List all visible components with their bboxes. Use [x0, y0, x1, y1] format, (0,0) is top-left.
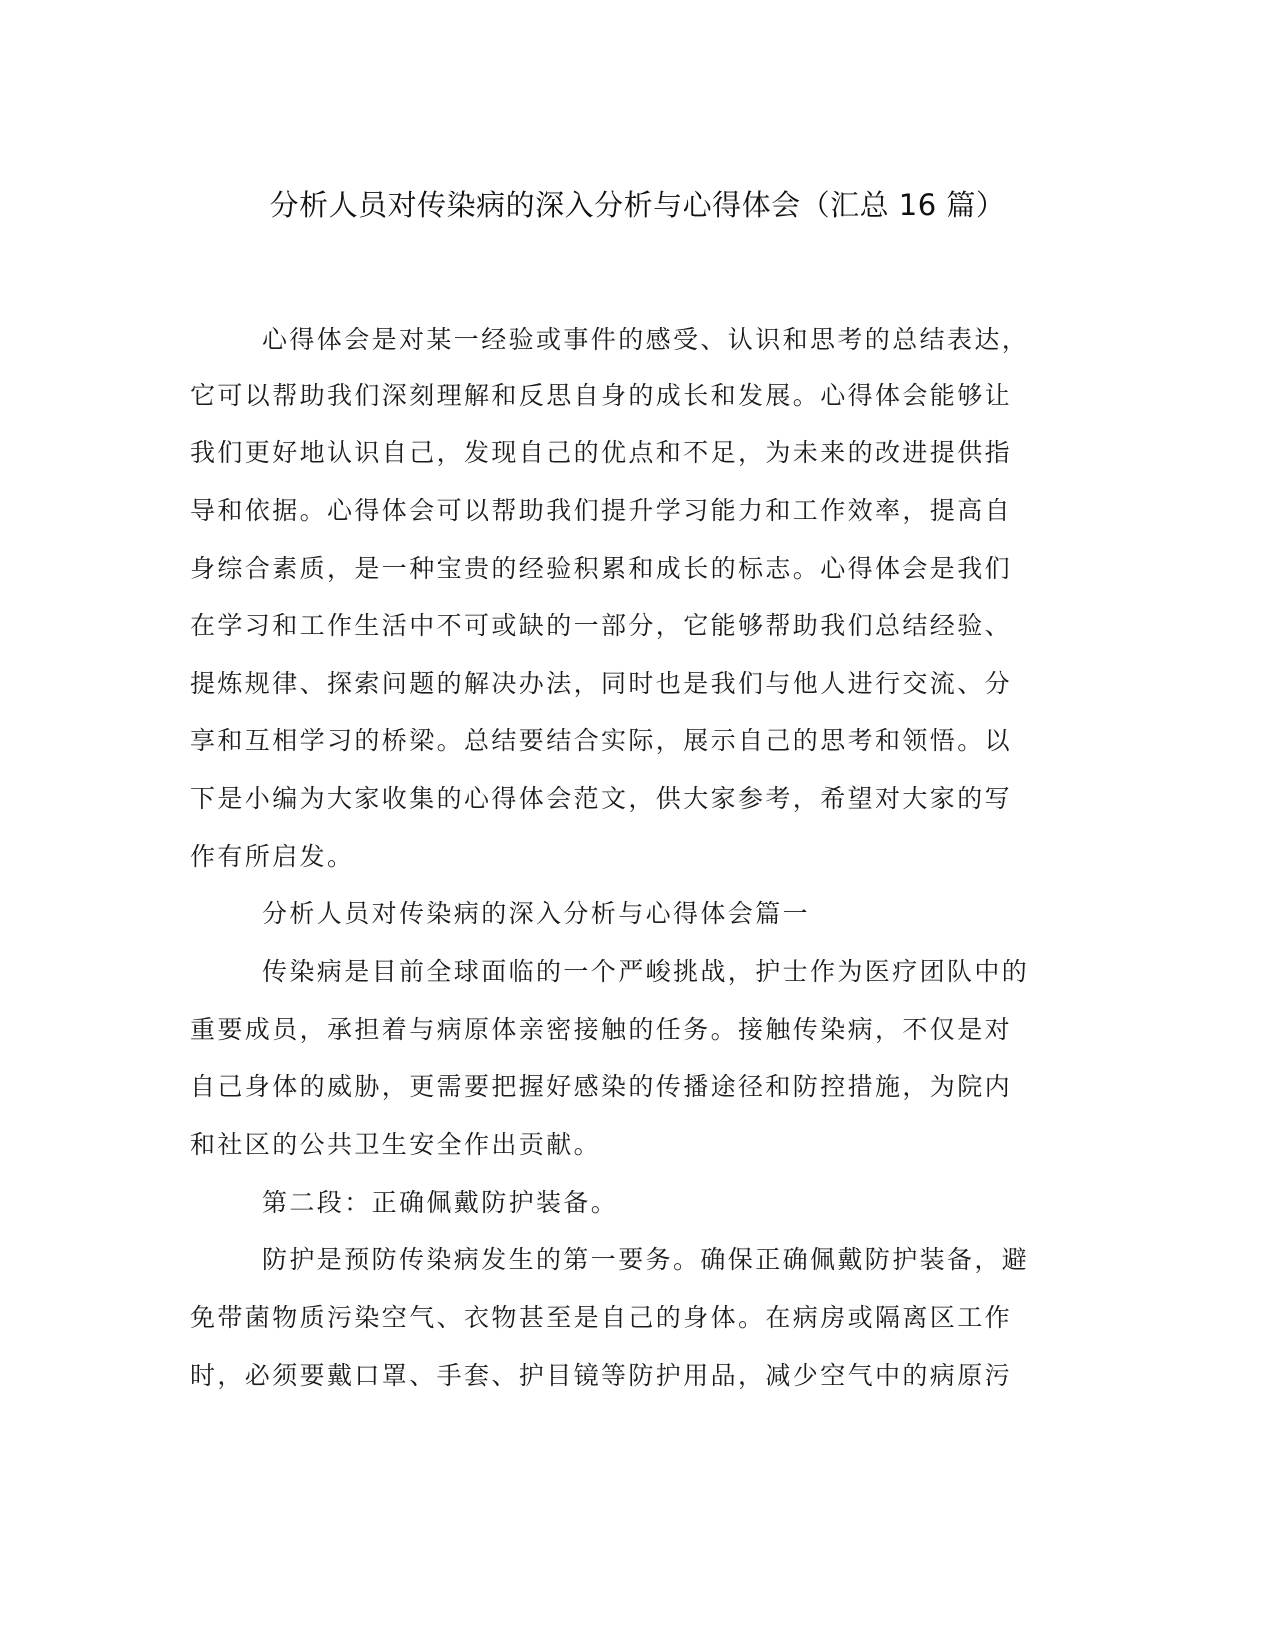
section2-line-2: 免带菌物质污染空气、衣物甚至是自己的身体。在病房或隔离区工作 — [190, 1303, 1013, 1332]
document-title: 分析人员对传染病的深入分析与心得体会（汇总 16 篇） — [269, 188, 1006, 222]
intro-line-1: 心得体会是对某一经验或事件的感受、认识和思考的总结表达， — [262, 325, 1030, 354]
intro-line-3: 我们更好地认识自己，发现自己的优点和不足，为未来的改进提供指 — [190, 438, 1013, 467]
intro-line-2: 它可以帮助我们深刻理解和反思自身的成长和发展。心得体会能够让 — [190, 381, 1013, 410]
section2-line-1: 防护是预防传染病发生的第一要务。确保正确佩戴防护装备，避 — [262, 1245, 1030, 1274]
intro-line-6: 在学习和工作生活中不可或缺的一部分，它能够帮助我们总结经验、 — [190, 611, 1013, 640]
intro-line-8: 享和互相学习的桥梁。总结要结合实际，展示自己的思考和领悟。以 — [190, 726, 1013, 755]
intro-line-7: 提炼规律、探索问题的解决办法，同时也是我们与他人进行交流、分 — [190, 669, 1013, 698]
section1-line-3: 自己身体的威胁，更需要把握好感染的传播途径和防控措施，为院内 — [190, 1072, 1013, 1101]
subheading-2: 第二段：正确佩戴防护装备。 — [262, 1188, 619, 1217]
intro-line-5: 身综合素质，是一种宝贵的经验积累和成长的标志。心得体会是我们 — [190, 554, 1013, 583]
intro-line-9: 下是小编为大家收集的心得体会范文，供大家参考，希望对大家的写 — [190, 784, 1013, 813]
intro-line-4: 导和依据。心得体会可以帮助我们提升学习能力和工作效率，提高自 — [190, 496, 1013, 525]
intro-line-10: 作有所启发。 — [190, 842, 355, 871]
section-heading-1: 分析人员对传染病的深入分析与心得体会篇一 — [262, 899, 811, 928]
section1-line-2: 重要成员，承担着与病原体亲密接触的任务。接触传染病，不仅是对 — [190, 1015, 1013, 1044]
section1-line-1: 传染病是目前全球面临的一个严峻挑战，护士作为医疗团队中的 — [262, 957, 1030, 986]
section1-line-4: 和社区的公共卫生安全作出贡献。 — [190, 1130, 602, 1159]
section2-line-3: 时，必须要戴口罩、手套、护目镜等防护用品，减少空气中的病原污 — [190, 1361, 1013, 1390]
